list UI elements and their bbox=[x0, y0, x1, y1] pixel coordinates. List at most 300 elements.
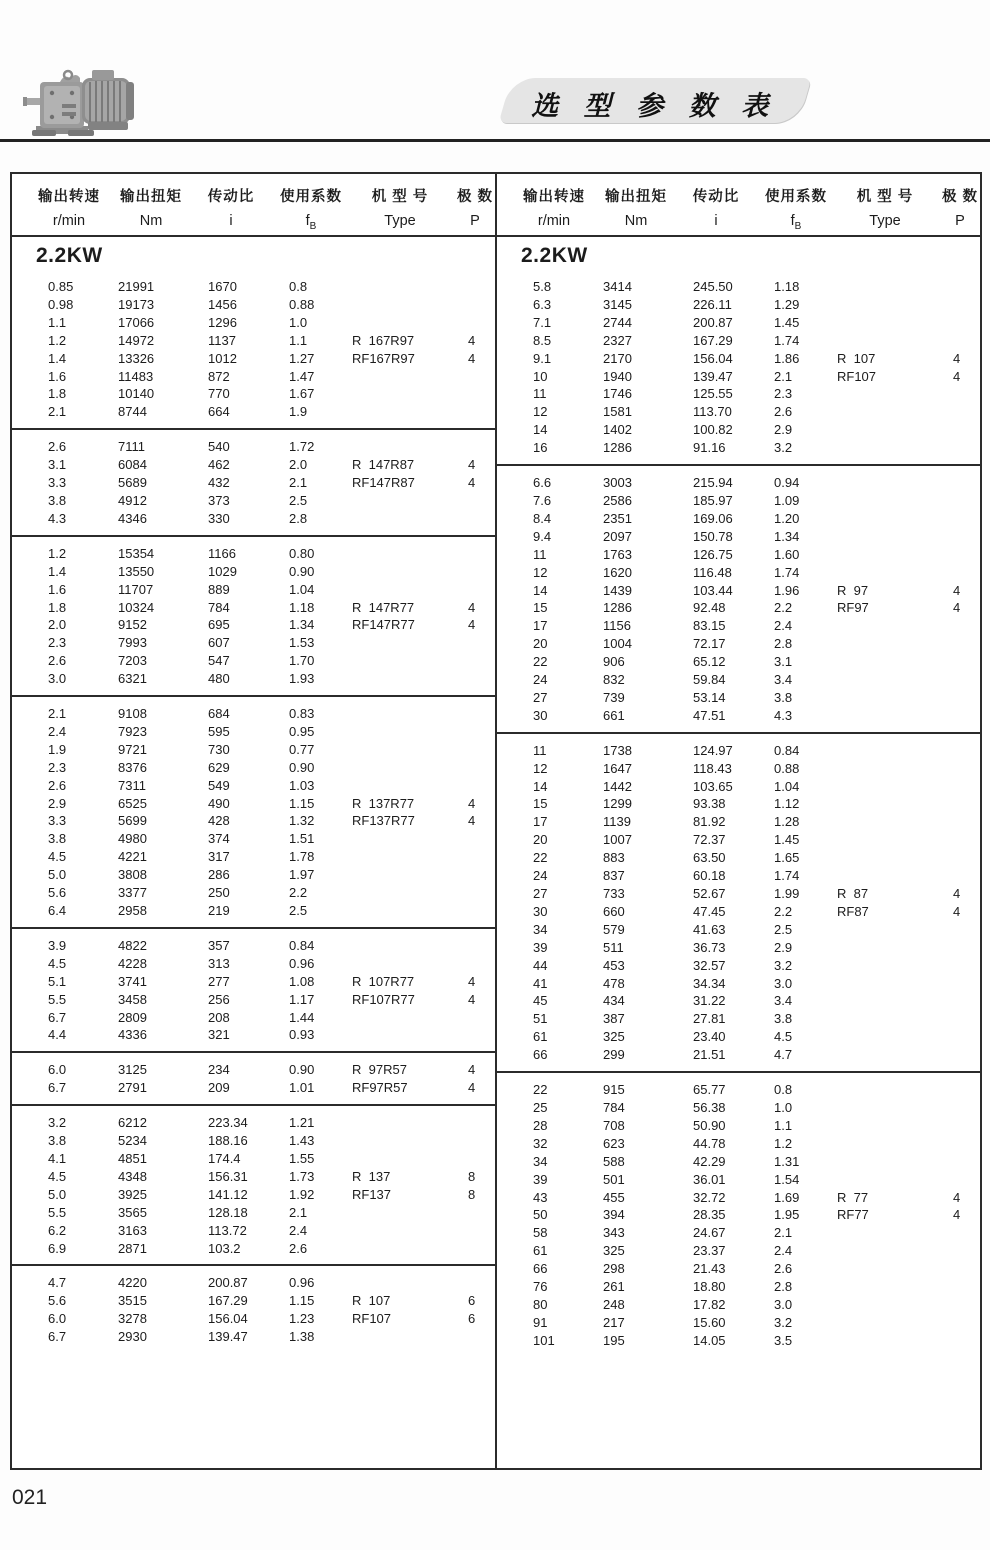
speed-cell: 5.5 bbox=[48, 991, 67, 1007]
table-row bbox=[12, 314, 495, 332]
poles-cell bbox=[935, 1046, 985, 1064]
factor-cell: 1.65 bbox=[774, 850, 800, 866]
header-poles: 极 数 bbox=[456, 189, 494, 205]
speed-cell: 15 bbox=[533, 600, 548, 616]
speed-cell: 4.7 bbox=[48, 1275, 67, 1291]
speed-cell: 1.8 bbox=[48, 386, 67, 402]
unit-model: Type bbox=[384, 213, 416, 229]
table-row bbox=[12, 991, 495, 1009]
table-row bbox=[497, 1153, 980, 1171]
speed-cell: 30 bbox=[533, 707, 548, 723]
table-row bbox=[497, 368, 980, 386]
model-cell bbox=[835, 1171, 935, 1189]
model-cell bbox=[350, 510, 450, 528]
ratio-cell: 277 bbox=[208, 973, 230, 989]
model-cell bbox=[350, 777, 450, 795]
ratio-cell: 286 bbox=[208, 867, 230, 883]
ratio-cell: 100.82 bbox=[693, 422, 733, 438]
factor-cell: 3.1 bbox=[774, 654, 793, 670]
table-row bbox=[12, 1132, 495, 1150]
model-cell bbox=[835, 564, 935, 582]
factor-cell: 3.5 bbox=[774, 1332, 793, 1348]
model-cell bbox=[835, 403, 935, 421]
poles-cell bbox=[450, 510, 500, 528]
speed-cell: 3.8 bbox=[48, 492, 67, 508]
model-cell bbox=[350, 1222, 450, 1240]
speed-cell: 51 bbox=[533, 1011, 548, 1027]
torque-cell: 11707 bbox=[118, 581, 154, 597]
ratio-cell: 1012 bbox=[208, 350, 237, 366]
ratio-group bbox=[12, 1106, 495, 1266]
torque-cell: 3741 bbox=[118, 973, 147, 989]
table-row bbox=[12, 545, 495, 563]
table-row bbox=[12, 616, 495, 634]
model-cell: R 107 bbox=[352, 1293, 391, 1309]
poles-cell bbox=[450, 777, 500, 795]
ratio-group bbox=[12, 1266, 495, 1353]
model-cell bbox=[350, 884, 450, 902]
speed-cell: 66 bbox=[533, 1261, 548, 1277]
power-rating-label: 2.2KW bbox=[521, 244, 588, 267]
factor-cell: 2.6 bbox=[774, 404, 793, 420]
speed-cell: 12 bbox=[533, 760, 548, 776]
ratio-cell: 889 bbox=[208, 581, 230, 597]
table-row bbox=[497, 1332, 980, 1350]
torque-cell: 4980 bbox=[118, 831, 147, 847]
table-row bbox=[497, 617, 980, 635]
ratio-cell: 549 bbox=[208, 777, 230, 793]
model-cell bbox=[350, 1026, 450, 1044]
speed-cell: 91 bbox=[533, 1314, 548, 1330]
factor-cell: 3.0 bbox=[774, 1296, 793, 1312]
torque-cell: 2327 bbox=[603, 332, 632, 348]
model-cell bbox=[350, 385, 450, 403]
speed-cell: 14 bbox=[533, 778, 548, 794]
factor-cell: 2.1 bbox=[289, 475, 308, 491]
model-cell bbox=[350, 296, 450, 314]
factor-cell: 1.73 bbox=[289, 1168, 315, 1184]
torque-cell: 217 bbox=[603, 1314, 625, 1330]
torque-cell: 5699 bbox=[118, 813, 147, 829]
factor-cell: 0.96 bbox=[289, 1275, 315, 1291]
speed-cell: 16 bbox=[533, 440, 548, 456]
torque-cell: 21991 bbox=[118, 279, 155, 294]
ratio-cell: 50.90 bbox=[693, 1117, 726, 1133]
torque-cell: 2170 bbox=[603, 350, 632, 366]
poles-cell: 4 bbox=[953, 350, 961, 366]
factor-cell: 0.90 bbox=[289, 759, 315, 775]
poles-cell bbox=[935, 1278, 985, 1296]
selection-table bbox=[10, 172, 982, 1470]
ratio-cell: 17.82 bbox=[693, 1296, 726, 1312]
factor-cell: 1.18 bbox=[774, 279, 800, 294]
torque-cell: 915 bbox=[603, 1082, 625, 1098]
factor-cell: 3.2 bbox=[774, 1314, 793, 1330]
torque-cell: 2809 bbox=[118, 1009, 147, 1025]
ratio-cell: 72.17 bbox=[693, 636, 726, 652]
torque-cell: 15354 bbox=[118, 545, 155, 561]
factor-cell: 1.31 bbox=[774, 1153, 800, 1169]
speed-cell: 41 bbox=[533, 975, 548, 991]
poles-cell bbox=[935, 795, 985, 813]
ratio-cell: 784 bbox=[208, 599, 230, 615]
table-row bbox=[497, 1296, 980, 1314]
title-banner bbox=[499, 78, 812, 123]
ratio-cell: 1456 bbox=[208, 296, 237, 312]
table-row bbox=[497, 314, 980, 332]
poles-cell bbox=[935, 760, 985, 778]
poles-cell bbox=[450, 1132, 500, 1150]
speed-cell: 4.4 bbox=[48, 1027, 67, 1043]
ratio-cell: 432 bbox=[208, 475, 230, 491]
torque-cell: 883 bbox=[603, 850, 625, 866]
ratio-cell: 118.43 bbox=[693, 760, 732, 776]
poles-cell: 4 bbox=[468, 1062, 476, 1078]
factor-cell: 1.99 bbox=[774, 886, 800, 901]
speed-cell: 2.3 bbox=[48, 759, 67, 775]
poles-cell bbox=[450, 296, 500, 314]
model-cell bbox=[835, 1099, 935, 1117]
table-row bbox=[497, 296, 980, 314]
ratio-cell: 34.34 bbox=[693, 975, 726, 991]
factor-cell: 1.0 bbox=[774, 1099, 793, 1115]
ratio-cell: 42.29 bbox=[693, 1153, 726, 1169]
factor-cell: 1.45 bbox=[774, 314, 800, 330]
gear-motor-illustration bbox=[22, 60, 142, 142]
model-cell bbox=[350, 1328, 450, 1346]
factor-cell: 0.96 bbox=[289, 955, 315, 971]
torque-cell: 9721 bbox=[118, 741, 147, 757]
poles-cell bbox=[935, 921, 985, 939]
torque-cell: 261 bbox=[603, 1279, 625, 1295]
table-row bbox=[12, 634, 495, 652]
ratio-cell: 31.22 bbox=[693, 993, 726, 1009]
table-row bbox=[497, 992, 980, 1010]
table-row bbox=[497, 867, 980, 885]
factor-cell: 1.17 bbox=[289, 991, 315, 1007]
torque-cell: 13550 bbox=[118, 563, 155, 579]
factor-cell: 2.1 bbox=[774, 368, 793, 384]
torque-cell: 8376 bbox=[118, 759, 147, 775]
poles-cell bbox=[935, 689, 985, 707]
table-row bbox=[12, 438, 495, 456]
poles-cell bbox=[935, 831, 985, 849]
ratio-cell: 125.55 bbox=[693, 386, 733, 402]
factor-cell: 0.8 bbox=[774, 1082, 793, 1098]
table-row bbox=[497, 635, 980, 653]
poles-cell bbox=[450, 1204, 500, 1222]
model-cell: RF107R77 bbox=[352, 991, 415, 1007]
speed-cell: 1.4 bbox=[48, 563, 67, 579]
ratio-cell: 53.14 bbox=[693, 689, 726, 705]
torque-cell: 1647 bbox=[603, 760, 632, 776]
ratio-cell: 32.57 bbox=[693, 957, 726, 973]
poles-cell bbox=[450, 438, 500, 456]
factor-cell: 1.32 bbox=[289, 813, 315, 829]
factor-cell: 3.8 bbox=[774, 1011, 793, 1027]
data-groups-right bbox=[497, 270, 980, 1357]
factor-cell: 1.1 bbox=[289, 332, 308, 348]
table-row bbox=[12, 1079, 495, 1097]
factor-cell: 2.0 bbox=[289, 457, 308, 473]
poles-cell bbox=[935, 296, 985, 314]
table-row bbox=[12, 777, 495, 795]
torque-cell: 10324 bbox=[118, 599, 155, 615]
table-row bbox=[12, 510, 495, 528]
table-row bbox=[497, 332, 980, 350]
table-row bbox=[12, 884, 495, 902]
speed-cell: 3.3 bbox=[48, 813, 67, 829]
model-cell bbox=[835, 1010, 935, 1028]
ratio-group bbox=[12, 270, 495, 430]
factor-cell: 3.4 bbox=[774, 993, 793, 1009]
table-row bbox=[497, 528, 980, 546]
speed-cell: 32 bbox=[533, 1135, 548, 1151]
model-cell bbox=[835, 1135, 935, 1153]
table-row bbox=[497, 385, 980, 403]
torque-cell: 7203 bbox=[118, 653, 147, 669]
table-row bbox=[12, 902, 495, 920]
speed-cell: 10 bbox=[533, 368, 548, 384]
model-cell bbox=[835, 1314, 935, 1332]
poles-cell: 4 bbox=[468, 457, 476, 473]
header-rule bbox=[0, 139, 990, 142]
table-row bbox=[12, 492, 495, 510]
model-cell: RF147R77 bbox=[352, 617, 415, 633]
ratio-cell: 250 bbox=[208, 885, 230, 901]
table-row bbox=[497, 564, 980, 582]
ratio-cell: 44.78 bbox=[693, 1135, 726, 1151]
model-cell: RF137R77 bbox=[352, 813, 415, 829]
header-poles: 极 数 bbox=[941, 189, 979, 205]
model-cell: R 137R77 bbox=[352, 795, 415, 811]
ratio-cell: 103.2 bbox=[208, 1240, 241, 1256]
ratio-cell: 595 bbox=[208, 723, 230, 739]
model-cell bbox=[350, 759, 450, 777]
poles-cell bbox=[450, 385, 500, 403]
speed-cell: 1.2 bbox=[48, 545, 67, 561]
poles-cell bbox=[450, 848, 500, 866]
factor-cell: 0.8 bbox=[289, 279, 308, 294]
factor-cell: 2.4 bbox=[774, 618, 793, 634]
model-cell bbox=[835, 635, 935, 653]
speed-cell: 6.3 bbox=[533, 296, 552, 312]
poles-cell bbox=[450, 830, 500, 848]
model-cell bbox=[835, 742, 935, 760]
poles-cell bbox=[935, 546, 985, 564]
model-cell bbox=[350, 545, 450, 563]
torque-cell: 837 bbox=[603, 868, 625, 884]
torque-cell: 739 bbox=[603, 689, 625, 705]
model-cell: RF147R87 bbox=[352, 475, 415, 491]
table-row bbox=[12, 759, 495, 777]
torque-cell: 1738 bbox=[603, 742, 632, 758]
ratio-cell: 113.70 bbox=[693, 404, 732, 420]
model-cell bbox=[835, 849, 935, 867]
torque-cell: 14972 bbox=[118, 332, 155, 348]
table-row bbox=[497, 813, 980, 831]
table-row bbox=[497, 653, 980, 671]
poles-cell: 4 bbox=[468, 332, 476, 348]
speed-cell: 4.1 bbox=[48, 1150, 67, 1166]
table-row bbox=[497, 1099, 980, 1117]
factor-cell: 1.29 bbox=[774, 296, 800, 312]
poles-cell bbox=[935, 1260, 985, 1278]
poles-cell: 4 bbox=[953, 903, 961, 919]
table-row bbox=[12, 332, 495, 350]
poles-cell bbox=[450, 581, 500, 599]
poles-cell: 4 bbox=[468, 617, 476, 633]
table-row bbox=[12, 1186, 495, 1204]
table-row bbox=[497, 1206, 980, 1224]
header-units-row bbox=[497, 213, 980, 232]
table-row bbox=[497, 778, 980, 796]
torque-cell: 5689 bbox=[118, 475, 147, 491]
factor-cell: 2.8 bbox=[774, 1279, 793, 1295]
table-row bbox=[12, 1168, 495, 1186]
model-cell bbox=[835, 653, 935, 671]
table-row bbox=[497, 885, 980, 903]
poles-cell bbox=[450, 741, 500, 759]
poles-cell bbox=[935, 1117, 985, 1135]
model-cell bbox=[350, 368, 450, 386]
model-cell bbox=[350, 723, 450, 741]
ratio-cell: 167.29 bbox=[693, 332, 733, 348]
ratio-cell: 462 bbox=[208, 457, 230, 473]
poles-cell: 4 bbox=[953, 600, 961, 616]
factor-cell: 0.84 bbox=[774, 742, 800, 758]
factor-cell: 2.9 bbox=[774, 939, 793, 955]
model-cell bbox=[350, 848, 450, 866]
table-row bbox=[12, 1114, 495, 1132]
speed-cell: 6.9 bbox=[48, 1240, 67, 1256]
ratio-cell: 317 bbox=[208, 849, 230, 865]
ratio-cell: 91.16 bbox=[693, 440, 726, 456]
factor-cell: 1.86 bbox=[774, 350, 800, 366]
factor-cell: 1.09 bbox=[774, 492, 800, 508]
poles-cell bbox=[935, 707, 985, 725]
poles-cell: 4 bbox=[953, 582, 961, 598]
model-cell bbox=[350, 314, 450, 332]
factor-cell: 0.95 bbox=[289, 723, 315, 739]
torque-cell: 434 bbox=[603, 993, 625, 1009]
factor-cell: 1.97 bbox=[289, 867, 315, 883]
table-row bbox=[12, 741, 495, 759]
table-row bbox=[12, 1009, 495, 1027]
poles-cell bbox=[935, 1153, 985, 1171]
poles-cell: 4 bbox=[953, 1189, 961, 1205]
speed-cell: 8.5 bbox=[533, 332, 552, 348]
table-column-left bbox=[12, 174, 497, 1468]
model-cell: RF137 bbox=[352, 1186, 392, 1202]
table-row bbox=[12, 955, 495, 973]
ratio-cell: 1670 bbox=[208, 279, 237, 294]
table-column-right bbox=[497, 174, 980, 1468]
torque-cell: 2351 bbox=[603, 510, 632, 526]
ratio-cell: 219 bbox=[208, 903, 230, 918]
ratio-cell: 113.72 bbox=[208, 1222, 247, 1238]
table-row bbox=[497, 1189, 980, 1207]
table-row bbox=[12, 848, 495, 866]
ratio-cell: 128.18 bbox=[208, 1204, 248, 1220]
torque-cell: 660 bbox=[603, 903, 625, 919]
speed-cell: 2.1 bbox=[48, 706, 67, 722]
ratio-cell: 200.87 bbox=[693, 314, 733, 330]
unit-speed: r/min bbox=[52, 213, 86, 229]
ratio-cell: 607 bbox=[208, 635, 230, 651]
table-row bbox=[497, 510, 980, 528]
torque-cell: 8744 bbox=[118, 404, 147, 420]
speed-cell: 3.3 bbox=[48, 475, 67, 491]
model-cell bbox=[350, 492, 450, 510]
table-row bbox=[12, 1222, 495, 1240]
torque-cell: 1763 bbox=[603, 546, 632, 562]
poles-cell bbox=[935, 1314, 985, 1332]
table-row bbox=[12, 1310, 495, 1328]
header-speed: 输出转速 bbox=[523, 189, 585, 205]
speed-cell: 27 bbox=[533, 886, 548, 901]
table-row bbox=[497, 689, 980, 707]
model-cell: RF77 bbox=[837, 1207, 869, 1223]
unit-torque: Nm bbox=[139, 213, 163, 229]
table-row bbox=[497, 350, 980, 368]
ratio-cell: 65.12 bbox=[693, 654, 726, 670]
poles-cell bbox=[450, 1328, 500, 1346]
ratio-cell: 92.48 bbox=[693, 600, 726, 616]
table-row bbox=[12, 474, 495, 492]
model-cell bbox=[835, 492, 935, 510]
model-cell: R 107 bbox=[837, 350, 876, 366]
ratio-cell: 223.34 bbox=[208, 1115, 248, 1131]
table-row bbox=[12, 795, 495, 813]
torque-cell: 579 bbox=[603, 921, 625, 937]
poles-cell bbox=[935, 849, 985, 867]
poles-cell: 4 bbox=[953, 1207, 961, 1223]
model-cell: R 167R97 bbox=[352, 332, 415, 348]
model-cell bbox=[350, 1150, 450, 1168]
column-header bbox=[12, 174, 495, 237]
ratio-cell: 169.06 bbox=[693, 510, 733, 526]
ratio-cell: 59.84 bbox=[693, 672, 726, 688]
table-row bbox=[497, 939, 980, 957]
poles-cell bbox=[450, 723, 500, 741]
torque-cell: 3565 bbox=[118, 1204, 147, 1220]
factor-cell: 3.0 bbox=[774, 975, 793, 991]
torque-cell: 733 bbox=[603, 886, 625, 901]
table-row bbox=[497, 903, 980, 921]
speed-cell: 14 bbox=[533, 582, 548, 598]
torque-cell: 1940 bbox=[603, 368, 632, 384]
ratio-cell: 41.63 bbox=[693, 921, 726, 937]
torque-cell: 6525 bbox=[118, 795, 147, 811]
ratio-cell: 770 bbox=[208, 386, 230, 402]
speed-cell: 101 bbox=[533, 1332, 555, 1348]
unit-speed: r/min bbox=[537, 213, 571, 229]
factor-cell: 2.1 bbox=[289, 1204, 308, 1220]
header-model: 机 型 号 bbox=[856, 189, 914, 205]
table-row bbox=[497, 403, 980, 421]
factor-cell: 0.80 bbox=[289, 545, 315, 561]
speed-cell: 24 bbox=[533, 672, 548, 688]
ratio-cell: 21.43 bbox=[693, 1261, 726, 1277]
poles-cell bbox=[935, 564, 985, 582]
factor-cell: 1.96 bbox=[774, 582, 800, 598]
model-cell: RF87 bbox=[837, 903, 869, 919]
poles-cell bbox=[450, 403, 500, 421]
torque-cell: 6212 bbox=[118, 1115, 147, 1131]
model-cell bbox=[835, 1224, 935, 1242]
factor-cell: 1.70 bbox=[289, 653, 315, 669]
